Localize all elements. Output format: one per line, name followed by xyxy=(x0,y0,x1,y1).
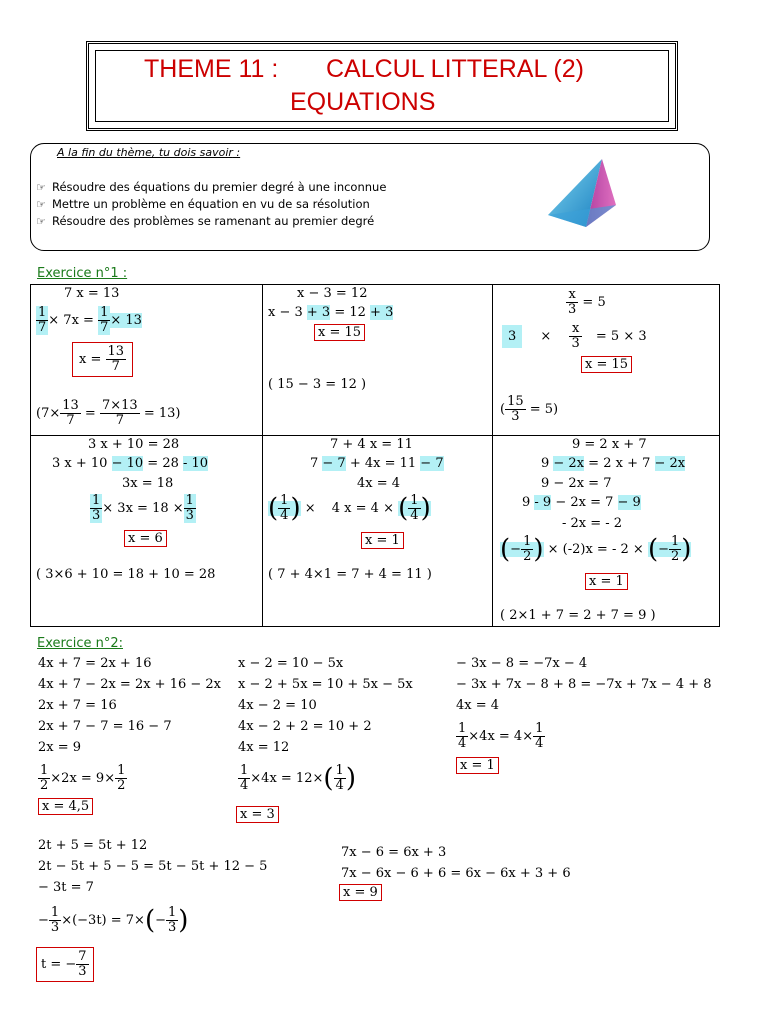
goal-item: ☞ Résoudre des équations du premier degré à une inconnue xyxy=(36,180,387,194)
eq-line: 4x + 7 − 2x = 2x + 16 − 2x xyxy=(38,677,222,692)
eq-line: $\frac{1}{7}$ × 7x = $\frac{1}{7}$ × 13 xyxy=(38,305,142,335)
check-line: ( 2×1 + 7 = 2 + 7 = 9 ) xyxy=(500,608,656,623)
eq-line: 7 + 4 x = 11 xyxy=(330,437,413,452)
goal-item: ☞ Résoudre des problèmes se ramenant au premier degré xyxy=(36,214,375,228)
eq-line: (− $\frac{1}{2}$ ) × (-2)x = - 2 × (− $\frac{1}{2}$ ) xyxy=(500,534,692,565)
eq-line: 2t + 5 = 5t + 12 xyxy=(38,838,148,853)
eq-line: $\frac{1}{3}$ × 3x = 18 × $\frac{1}{3}$ xyxy=(92,493,194,523)
eq-line: x − 2 = 10 − 5x xyxy=(238,656,344,671)
goals-heading: A la fin du thème, tu dois savoir : xyxy=(57,146,241,159)
answer-box: x = $\frac{13}{7}$ xyxy=(72,342,133,377)
pointing-hand-icon: ☞ xyxy=(36,198,46,211)
eq-line: 3 × $\frac{x}{3}$ = 5 × 3 xyxy=(502,322,647,351)
eq-line: 2x + 7 = 16 xyxy=(38,698,117,713)
answer-box: x = 15 xyxy=(314,325,365,341)
answer-box: x = 6 xyxy=(124,531,167,547)
check-line: ( 3×6 + 10 = 18 + 10 = 28 xyxy=(36,567,216,582)
eq-line: 3 x + 10 − 10 = 28 - 10 xyxy=(52,456,209,471)
eq-line: x − 3 = 12 xyxy=(297,286,368,301)
answer-box: x = 15 xyxy=(581,357,632,373)
eq-line: − 3x + 7x − 8 + 8 = −7x + 7x − 4 + 8 xyxy=(456,677,712,692)
eq-line: 4x = 4 xyxy=(456,698,500,713)
eq-line: 2x = 9 xyxy=(38,740,82,755)
eq-line: 2t − 5t + 5 − 5 = 5t − 5t + 12 − 5 xyxy=(38,859,268,874)
answer-box: x = 1 xyxy=(361,533,404,549)
answer-box: x = 4,5 xyxy=(38,799,93,815)
check-line: ( $\frac{15}{3}$ = 5) xyxy=(500,394,559,424)
eq-line: $\frac{1}{4}$ ×4x = 4× $\frac{1}{4}$ xyxy=(458,721,544,751)
answer-box: t = − $\frac{7}{3}$ xyxy=(36,947,94,982)
eq-line: ( $\frac{1}{4}$ ) × 4 x = 4 × ( $\frac{1}{4}$ ) xyxy=(268,493,431,524)
eq-line: 4x = 4 xyxy=(357,476,401,491)
eq-line: 4x + 7 = 2x + 16 xyxy=(38,656,152,671)
pyramid-icon xyxy=(542,155,622,230)
eq-line: 4x − 2 = 10 xyxy=(238,698,317,713)
answer-box: x = 3 xyxy=(236,807,279,823)
eq-line: 7x − 6 = 6x + 3 xyxy=(341,845,447,860)
pointing-hand-icon: ☞ xyxy=(36,215,46,228)
eq-line: 7x − 6x − 6 + 6 = 6x − 6x + 3 + 6 xyxy=(341,866,571,881)
eq-line: 3 x + 10 = 28 xyxy=(88,437,180,452)
eq-line: - 2x = - 2 xyxy=(562,516,623,531)
eq-line: $\frac{1}{4}$ ×4x = 12×( $\frac{1}{4}$ ) xyxy=(240,763,356,794)
answer-box: x = 1 xyxy=(456,758,499,774)
exercise1-title: Exercice n°1 : xyxy=(37,266,128,281)
check-line: ( 7 + 4×1 = 7 + 4 = 11 ) xyxy=(268,567,432,582)
theme-label: THEME 11 : xyxy=(144,55,279,83)
pointing-hand-icon: ☞ xyxy=(36,181,46,194)
eq-line: − 3t = 7 xyxy=(38,880,94,895)
exercise2-title: Exercice n°2: xyxy=(37,636,123,651)
eq-line: − $\frac{1}{3}$ ×(−3t) = 7×(− $\frac{1}{3}$ ) xyxy=(38,905,189,936)
eq-line: 7 x = 13 xyxy=(64,286,120,301)
eq-line: 9 − 2x = 2 x + 7 − 2x xyxy=(541,456,686,471)
eq-line: x − 3 + 3 = 12 + 3 xyxy=(268,305,394,320)
answer-box: x = 9 xyxy=(339,885,382,901)
answer-box: x = 1 xyxy=(585,574,628,590)
eq-line: 9 = 2 x + 7 xyxy=(572,437,647,452)
eq-line: $\frac{x}{3}$ = 5 xyxy=(568,287,606,317)
page-title: CALCUL LITTERAL (2) xyxy=(326,55,584,83)
eq-line: 9 - 9 − 2x = 7 − 9 xyxy=(522,495,641,510)
eq-line: x − 2 + 5x = 10 + 5x − 5x xyxy=(238,677,413,692)
eq-line: 7 − 7 + 4x = 11 − 7 xyxy=(310,456,444,471)
page-subtitle: EQUATIONS xyxy=(290,88,436,116)
eq-line: − 3x − 8 = −7x − 4 xyxy=(456,656,588,671)
eq-line: 9 − 2x = 7 xyxy=(541,476,612,491)
eq-line: 2x + 7 − 7 = 16 − 7 xyxy=(38,719,172,734)
eq-line: 4x − 2 + 2 = 10 + 2 xyxy=(238,719,372,734)
check-line: ( 15 − 3 = 12 ) xyxy=(268,377,367,392)
goal-item: ☞ Mettre un problème en équation en vu de sa résolution xyxy=(36,197,370,211)
eq-line: 3x = 18 xyxy=(122,476,174,491)
eq-line: 4x = 12 xyxy=(238,740,290,755)
check-line: (7× $\frac{13}{7}$ = $\frac{7\times 13}{7}$ = 13) xyxy=(36,398,181,428)
eq-line: $\frac{1}{2}$ ×2x = 9× $\frac{1}{2}$ xyxy=(40,763,126,793)
